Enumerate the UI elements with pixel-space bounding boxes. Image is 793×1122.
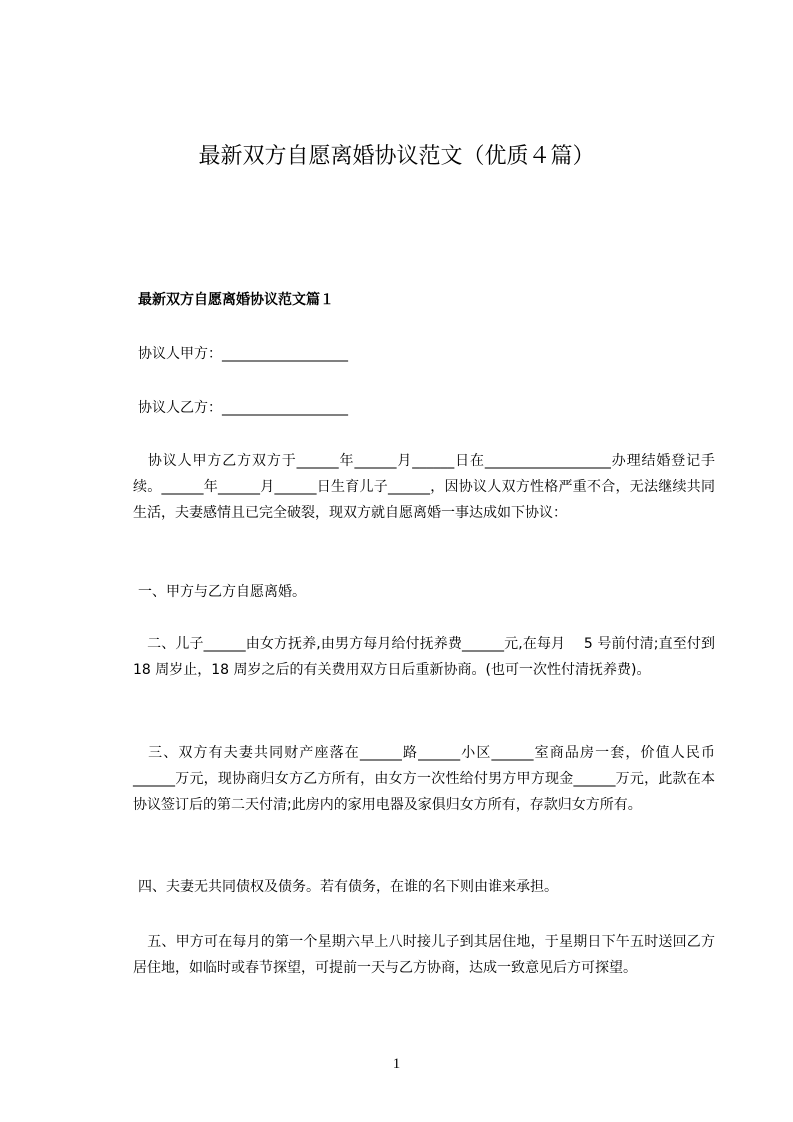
- paragraph-intro: 协议人甲方乙方双方于______年______月______日在__________________办理结婚登记手续。______年______月______日生育儿子______，因协议人双方性格严重不合，无法继续共同生活，夫妻感情且已完全破裂，现双方就自愿离婚一事达成如下协议：: [133, 453, 715, 521]
- party-a-line: 协议人甲方：__________________: [138, 346, 348, 362]
- paragraph-clause-2: 二、儿子______由女方抚养,由男方每月给付抚养费______元,在每月 5 号前付清;直至付到 18 周岁止，18 周岁之后的有关费用双方日后重新协商。(也可一次性付清抚养费)。: [133, 636, 715, 678]
- paragraph-clause-1: 一、甲方与乙方自愿离婚。: [138, 584, 306, 600]
- paragraph-clause-3: 三、双方有夫妻共同财产座落在______路______小区______室商品房一套，价值人民币______万元，现协商归女方乙方所有，由女方一次性给付男方甲方现金______万元，此款在本协议签订后的第二天付清;此房内的家用电器及家俱归女方所有，存款归女方所有。: [133, 745, 715, 813]
- section-heading: 最新双方自愿离婚协议范文篇１: [138, 292, 334, 308]
- page-title: 最新双方自愿离婚协议范文（优质４篇）: [198, 144, 595, 169]
- paragraph-clause-4: 四、夫妻无共同债权及债务。若有债务，在谁的名下则由谁来承担。: [138, 879, 558, 895]
- page-number: 1: [392, 1056, 401, 1072]
- party-b-line: 协议人乙方：__________________: [138, 400, 348, 416]
- paragraph-clause-5: 五、甲方可在每月的第一个星期六早上八时接儿子到其居住地，于星期日下午五时送回乙方居住地，如临时或春节探望，可提前一天与乙方协商，达成一致意见后方可探望。: [133, 934, 715, 976]
